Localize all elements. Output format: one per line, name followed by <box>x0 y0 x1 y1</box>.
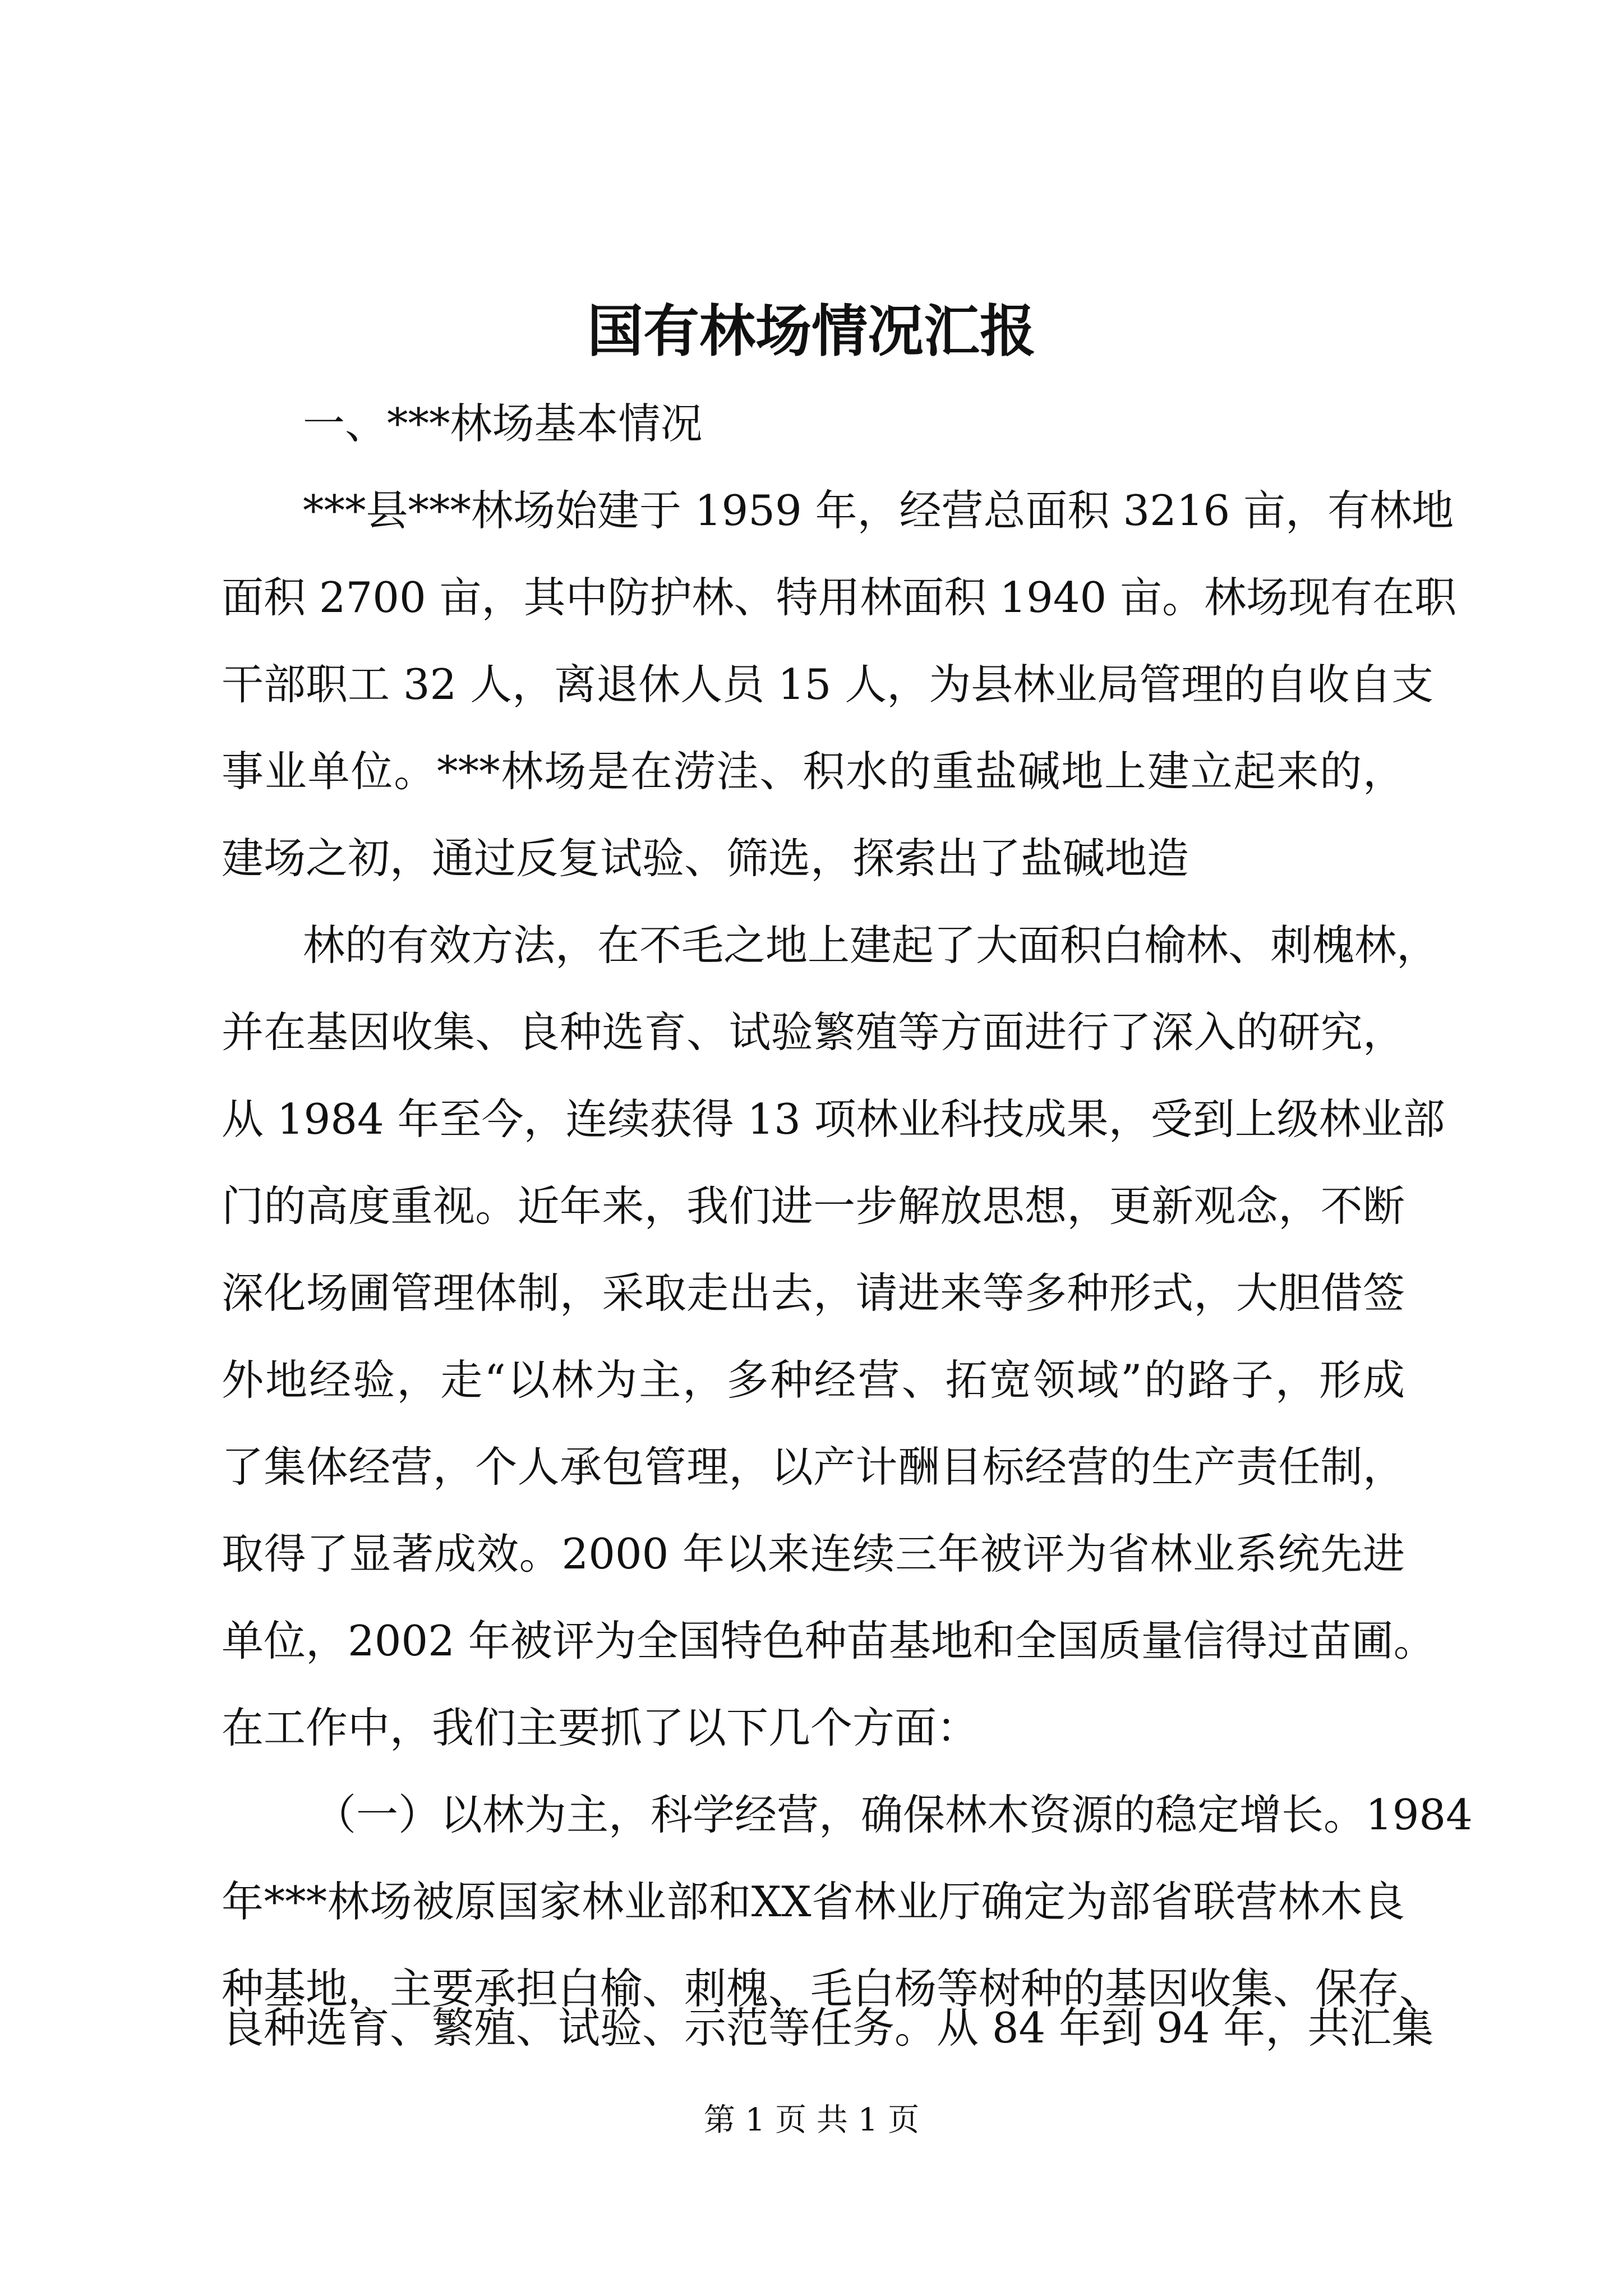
paragraph-line: 了集体经营，个人承包管理，以产计酬目标经营的生产责任制， <box>222 1442 1405 1492</box>
page-footer: 第 1 页 共 1 页 <box>703 2102 920 2138</box>
paragraph-line: 干部职工 32 人，离退休人员 15 人，为县林业局管理的自收自支 <box>222 660 1434 709</box>
section-heading: 一、***林场基本情况 <box>303 399 703 448</box>
paragraph-line: 从 1984 年至今，连续获得 13 项林业科技成果，受到上级林业部 <box>222 1094 1445 1144</box>
paragraph-line: 种基地，主要承担白榆、刺槐、毛白杨等树种的基因收集、保存、 <box>222 1964 1442 2013</box>
paragraph-line: 良种选育、繁殖、试验、示范等任务。从 84 年到 94 年，共汇集 <box>222 2003 1434 2053</box>
paragraph-line: 面积 2700 亩，其中防护林、特用林面积 1940 亩。林场现有在职 <box>222 573 1457 622</box>
paragraph-line: 事业单位。***林场是在涝洼、积水的重盐碱地上建立起来的， <box>222 747 1405 796</box>
paragraph-line: 取得了显著成效。2000 年以来连续三年被评为省林业系统先进 <box>222 1529 1405 1579</box>
paragraph-line: 林的有效方法，在不毛之地上建起了大面积白榆林、刺槐林， <box>303 921 1439 970</box>
paragraph-line: 年***林场被原国家林业部和XX省林业厅确定为部省联营林木良 <box>222 1877 1405 1926</box>
paragraph-line: ***县***林场始建于 1959 年，经营总面积 3216 亩，有林地 <box>303 486 1454 535</box>
paragraph-line: 并在基因收集、良种选育、试验繁殖等方面进行了深入的研究， <box>222 1007 1405 1057</box>
paragraph-line: 深化场圃管理体制，采取走出去，请进来等多种形式，大胆借签 <box>222 1268 1405 1318</box>
document-title: 国有林场情况汇报 <box>587 298 1036 364</box>
paragraph-line: 建场之初，通过反复试验、筛选，探索出了盐碱地造 <box>222 834 1189 883</box>
paragraph-line: （一）以林为主，科学经营，确保林木资源的稳定增长。1984 <box>314 1790 1473 1839</box>
paragraph-line: 在工作中，我们主要抓了以下几个方面： <box>222 1703 979 1752</box>
paragraph-line: 单位，2002 年被评为全国特色种苗基地和全国质量信得过苗圃。 <box>222 1616 1436 1665</box>
paragraph-line: 外地经验，走“以林为主，多种经营、拓宽领域”的路子，形成 <box>222 1355 1405 1405</box>
paragraph-line: 门的高度重视。近年来，我们进一步解放思想，更新观念，不断 <box>222 1181 1405 1231</box>
